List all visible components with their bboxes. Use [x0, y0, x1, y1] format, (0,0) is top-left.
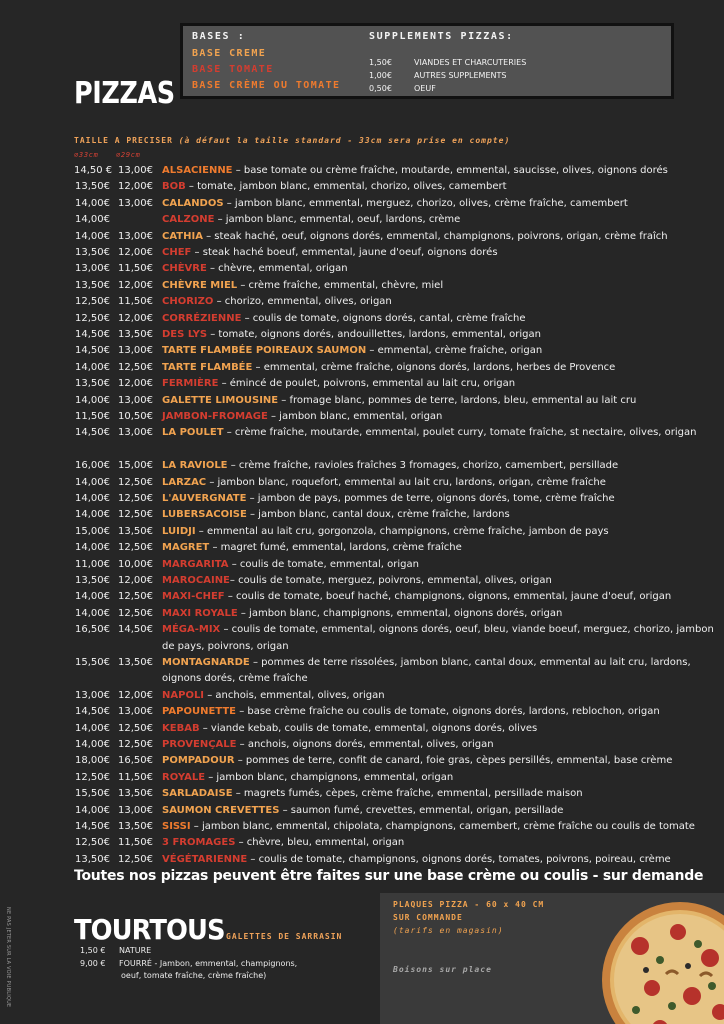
pizza-ingredients: – jambon blanc, roquefort, emmental au lait cru, lardons, origan, crème fraîche	[206, 476, 606, 488]
bases-title: BASES :	[192, 31, 246, 42]
pizza-name: SAUMON CREVETTES	[162, 804, 280, 816]
price-29cm: 12,00€	[118, 575, 153, 586]
pizza-name: SISSI	[162, 821, 191, 832]
pizza-name: LA POULET	[162, 427, 224, 439]
supplement-row	[369, 71, 506, 80]
tourtous-label: NATURE	[119, 946, 152, 955]
price-33cm: 12,50€	[75, 837, 110, 849]
base-creme-label: BASE CREME	[192, 48, 267, 59]
price-29cm: 13,00€	[118, 394, 153, 406]
tourtous-title: TOURTOUS	[74, 913, 225, 946]
price-33cm: 14,00€	[75, 722, 110, 734]
pizza-description	[162, 557, 718, 573]
plaques-pizza-panel	[380, 893, 724, 1024]
pizza-name: SARLADAISE	[162, 788, 233, 800]
price-33cm: 12,50€	[75, 312, 110, 324]
pizza-description	[162, 688, 718, 704]
pizza-name: PROVENÇALE	[162, 739, 237, 750]
pizza-name: MAGRET	[162, 542, 210, 554]
pizza-ingredients: – fromage blanc, pommes de terre, lardons, bleu, emmental au lait cru	[278, 394, 637, 406]
price-29cm: 12,50€	[118, 853, 153, 865]
price-29cm: 12,00€	[118, 279, 153, 291]
price-33cm: 15,50€	[75, 788, 110, 800]
pizza-name: POMPADOUR	[162, 755, 235, 767]
pizza-name: L'AUVERGNATE	[162, 493, 247, 504]
size-note	[74, 136, 510, 145]
price-33cm: 14,00€	[75, 214, 110, 226]
price-33cm: 13,50€	[75, 279, 110, 291]
side-note: NE PAS JETER SUR LA VOIE PUBLIQUE	[5, 907, 11, 1008]
supplement-price: 0,50€	[369, 84, 392, 93]
pizza-name: GALETTE LIMOUSINE	[162, 394, 279, 406]
pizza-name: LARZAC	[162, 476, 207, 488]
bases-supplements-box	[180, 23, 674, 99]
pizza-name: 3 FROMAGES	[162, 837, 236, 849]
price-29cm: 12,50€	[118, 722, 153, 734]
pizza-name: CHEF	[162, 247, 192, 258]
pizza-description	[162, 655, 718, 688]
price-29cm: 12,50€	[118, 361, 153, 373]
base-tomate-label: BASE TOMATE	[192, 64, 274, 75]
price-33cm: 15,00€	[75, 525, 110, 537]
plaques-note: (tarifs en magasin)	[393, 926, 504, 935]
pizza-description	[162, 852, 718, 868]
price-33cm: 14,00€	[75, 361, 110, 373]
pizza-name: TARTE FLAMBÉE POIREAUX SAUMON	[162, 345, 367, 357]
price-33cm: 14,00€	[75, 394, 110, 406]
pizza-name: LUBERSACOISE	[162, 509, 247, 521]
price-33cm: 13,00€	[75, 263, 110, 275]
pizza-name: CATHIA	[162, 230, 203, 242]
pizza-ingredients: – coulis de tomate, merguez, poivrons, emmental, olives, origan	[229, 575, 552, 586]
pizza-description	[162, 261, 718, 277]
pizza-ingredients: – jambon blanc, emmental, chipolata, champignons, camembert, crème fraîche ou coulis de tomate	[190, 821, 695, 832]
tourtous-subtitle: GALETTES DE SARRASIN	[226, 932, 343, 941]
size-29cm-header: ⌀29cm	[116, 151, 141, 159]
pizza-description	[162, 163, 718, 179]
pizza-name: MAROCAINE	[162, 575, 230, 586]
price-33cm: 16,00€	[75, 460, 110, 472]
pizza-ingredients: – jambon blanc, champignons, emmental, origan	[205, 771, 454, 783]
pizza-description	[162, 721, 718, 737]
price-29cm: 11,50€	[118, 837, 153, 849]
pizza-name: CHORIZO	[162, 296, 214, 308]
price-29cm: 13,50€	[118, 525, 153, 537]
pizza-description	[162, 819, 718, 835]
pizza-description	[162, 229, 718, 245]
pizza-description	[162, 393, 718, 409]
price-29cm: 12,00€	[118, 378, 153, 390]
price-29cm: 12,00€	[118, 689, 153, 701]
pizza-description	[162, 343, 718, 359]
price-29cm: 14,50€	[118, 624, 153, 636]
price-33cm: 14,00€	[75, 591, 110, 603]
price-33cm: 13,50€	[75, 378, 110, 390]
pizza-name: TARTE FLAMBÉE	[162, 361, 253, 373]
price-29cm: 12,50€	[118, 591, 153, 603]
supplement-price: 1,00€	[369, 71, 392, 80]
pizza-description	[162, 278, 718, 294]
price-29cm: 15,00€	[118, 460, 153, 472]
pizza-description	[162, 311, 718, 327]
price-33cm: 14,00€	[75, 230, 110, 242]
price-33cm: 11,50€	[75, 411, 110, 422]
pizza-ingredients: – magret fumé, emmental, lardons, crème fraîche	[209, 542, 462, 554]
price-29cm: 13,50€	[118, 329, 153, 340]
pizza-name: JAMBON-FROMAGE	[162, 411, 268, 422]
pizza-name: MÉGA-MIX	[162, 624, 221, 636]
pizza-ingredients: – pommes de terre, confit de canard, foie gras, cèpes persillés, emmental, base crème	[234, 755, 673, 767]
price-33cm: 14,00€	[75, 509, 110, 521]
price-33cm: 14,00€	[75, 739, 110, 750]
pizza-description	[162, 803, 718, 819]
pizza-name: PAPOUNETTE	[162, 706, 237, 718]
price-33cm: 13,00€	[75, 689, 110, 701]
price-29cm: 12,50€	[118, 476, 153, 488]
price-33cm: 12,50€	[75, 771, 110, 783]
price-29cm: 12,00€	[118, 181, 153, 193]
supplement-price: 1,50€	[369, 58, 392, 67]
price-33cm: 14,00€	[75, 493, 110, 504]
pizza-ingredients: – coulis de tomate, oignons dorés, cantal, crème fraîche	[241, 312, 526, 324]
pizza-description	[162, 179, 718, 195]
tourtous-price: 9,00 €	[80, 959, 106, 968]
size-headers	[74, 151, 158, 159]
size-note-detail: (à défaut la taille standard - 33cm sera prise en compte)	[178, 136, 511, 145]
pizza-ingredients: – chèvre, emmental, origan	[206, 263, 348, 275]
price-33cm: 13,50€	[75, 247, 110, 258]
price-29cm: 10,00€	[118, 558, 153, 570]
tourtous-label: FOURRÉ - Jambon, emmental, champignons,	[119, 959, 298, 968]
pizza-name: CHÈVRE MIEL	[162, 279, 238, 291]
pizza-name: MAXI-CHEF	[162, 591, 225, 603]
pizza-ingredients: – émincé de poulet, poivrons, emmental au lait cru, origan	[218, 378, 516, 390]
price-29cm: 12,50€	[118, 607, 153, 619]
pizza-ingredients: – pommes de terre rissolées, jambon blanc, cantal doux, emmental au lait cru, lardons, oignons dorés, crème fraîche	[162, 657, 691, 685]
pizza-name: NAPOLI	[162, 689, 205, 701]
pizza-description	[162, 294, 718, 310]
price-29cm: 12,50€	[118, 542, 153, 554]
price-33cm: 14,50€	[75, 706, 110, 718]
pizza-ingredients: – jambon blanc, champignons, emmental, oignons dorés, origan	[237, 607, 563, 619]
pizza-name: CALANDOS	[162, 197, 224, 209]
supplement-label: VIANDES ET CHARCUTERIES	[414, 58, 527, 67]
pizza-ingredients: – coulis de tomate, emmental, origan	[228, 558, 419, 570]
price-29cm: 13,00€	[118, 427, 153, 439]
pizza-ingredients: – steak haché, oeuf, oignons dorés, emmental, champignons, poivrons, origan, crème fraîch	[202, 230, 668, 242]
supplement-label: AUTRES SUPPLEMENTS	[414, 71, 507, 80]
pizza-ingredients: – crème fraîche, emmental, chèvre, miel	[237, 279, 444, 291]
pizzas-title: PIZZAS	[74, 76, 175, 111]
pizza-description	[162, 376, 718, 392]
pizza-name: LUIDJI	[162, 525, 196, 537]
pizza-name: LA RAVIOLE	[162, 460, 228, 472]
pizza-ingredients: – crème fraîche, ravioles fraîches 3 fromages, chorizo, camembert, persillade	[227, 460, 619, 472]
pizza-ingredients: – viande kebab, coulis de tomate, emmental, oignons dorés, olives	[199, 722, 538, 734]
pizza-ingredients: – tomate, jambon blanc, emmental, chorizo, olives, camembert	[185, 181, 507, 193]
pizza-name: MAXI ROYALE	[162, 607, 238, 619]
supplement-row	[369, 84, 436, 93]
price-33cm: 15,50€	[75, 657, 110, 668]
pizza-ingredients: – emmental, crème fraîche, origan	[366, 345, 543, 357]
pizza-name: CALZONE	[162, 214, 215, 226]
pizza-description	[162, 425, 718, 441]
pizza-description	[162, 196, 718, 212]
price-29cm: 12,50€	[118, 739, 153, 750]
price-33cm: 12,50€	[75, 296, 110, 308]
price-29cm: 13,00€	[118, 230, 153, 242]
pizza-ingredients: – coulis de tomate, emmental, oignons dorés, oeuf, bleu, viande boeuf, merguez, chorizo, jambon de pays, poivrons, origan	[162, 624, 714, 652]
pizza-ingredients: – coulis de tomate, champignons, oignons dorés, tomates, poivrons, poireau, crème	[247, 853, 671, 865]
pizza-description	[162, 753, 718, 769]
pizza-description	[162, 540, 718, 556]
pizza-description	[162, 360, 718, 376]
pizza-ingredients: – jambon blanc, emmental, origan	[267, 411, 443, 422]
pizza-description	[162, 770, 718, 786]
pizza-ingredients: – saumon fumé, crevettes, emmental, origan, persillade	[279, 804, 564, 816]
price-29cm: 13,00€	[118, 804, 153, 816]
price-33cm: 14,50€	[75, 329, 110, 340]
price-33cm: 13,50€	[75, 853, 110, 865]
price-29cm: 13,00€	[118, 706, 153, 718]
pizza-ingredients: – anchois, oignons dorés, emmental, olives, origan	[236, 739, 494, 750]
pizza-ingredients: – emmental, crème fraîche, oignons dorés, lardons, herbes de Provence	[252, 361, 616, 373]
pizza-name: MONTAGNARDE	[162, 657, 250, 668]
size-note-prefix: TAILLE A PRECISER	[74, 136, 173, 145]
pizza-ingredients: – jambon blanc, emmental, merguez, chorizo, olives, crème fraîche, camembert	[223, 197, 628, 209]
price-33cm: 14,00€	[75, 476, 110, 488]
pizza-description	[162, 704, 718, 720]
base-mixte-label: BASE CRÈME OU TOMATE	[192, 80, 341, 91]
pizza-ingredients: – base crème fraîche ou coulis de tomate, oignons dorés, lardons, reblochon, origan	[236, 706, 660, 718]
pizza-description	[162, 835, 718, 851]
pizza-description	[162, 491, 718, 507]
price-33cm: 16,50€	[75, 624, 110, 636]
pizza-name: VÉGÉTARIENNE	[162, 853, 248, 865]
price-29cm: 11,50€	[118, 771, 153, 783]
pizza-description	[162, 507, 718, 523]
size-33cm-header: ⌀33cm	[74, 151, 99, 159]
price-29cm: 12,50€	[118, 509, 153, 521]
pizza-name: MARGARITA	[162, 558, 229, 570]
pizza-name: FERMIÈRE	[162, 378, 219, 390]
pizza-ingredients: – steak haché boeuf, emmental, jaune d'oeuf, oignons dorés	[191, 247, 498, 258]
pizza-ingredients: – jambon blanc, emmental, oeuf, lardons, crème	[214, 214, 461, 226]
price-29cm: 13,50€	[118, 788, 153, 800]
price-29cm: 13,50€	[118, 657, 153, 668]
price-33cm: 13,50€	[75, 575, 110, 586]
price-33cm: 18,00€	[75, 755, 110, 767]
price-33cm: 14,50€	[75, 345, 110, 357]
plaques-title: PLAQUES PIZZA - 60 x 40 CM	[393, 900, 545, 909]
pizza-name: ALSACIENNE	[162, 165, 233, 176]
tourtous-price: 1,50 €	[80, 946, 106, 955]
price-33cm: 14,00€	[75, 542, 110, 554]
tourtous-label-continuation: oeuf, tomate fraîche, crème fraîche)	[121, 971, 267, 980]
pizza-description	[162, 606, 718, 622]
pizza-name: KEBAB	[162, 722, 200, 734]
price-33cm: 14,00€	[75, 804, 110, 816]
pizza-description	[162, 475, 718, 491]
pizza-description	[162, 458, 718, 474]
pizza-ingredients: – emmental au lait cru, gorgonzola, champignons, crème fraîche, jambon de pays	[195, 525, 609, 537]
pizza-description	[162, 589, 718, 605]
pizza-ingredients: – magrets fumés, cèpes, crème fraîche, emmental, persillade maison	[232, 788, 583, 800]
price-29cm: 13,50€	[118, 821, 153, 832]
pizza-description	[162, 327, 718, 343]
pizza-ingredients: – coulis de tomate, boeuf haché, champignons, oignons, emmental, jaune d'oeuf, origan	[224, 591, 672, 603]
pizza-ingredients: – crème fraîche, moutarde, emmental, poulet curry, tomate fraîche, st nectaire, olives, origan	[223, 427, 697, 439]
price-29cm: 11,50€	[118, 296, 153, 308]
pizza-description	[162, 409, 718, 425]
price-29cm: 13,00€	[118, 345, 153, 357]
promo-banner: Toutes nos pizzas peuvent être faites sur une base crème ou coulis - sur demande	[74, 868, 704, 884]
pizza-ingredients: – chorizo, emmental, olives, origan	[213, 296, 392, 308]
price-29cm: 16,50€	[118, 755, 153, 767]
pizza-photo-image	[600, 900, 724, 1024]
supplement-label: OEUF	[414, 84, 436, 93]
price-33cm: 14,50€	[75, 821, 110, 832]
price-33cm: 14,50 €	[74, 165, 113, 176]
supplements-title: SUPPLEMENTS PIZZAS:	[369, 31, 514, 42]
pizza-ingredients: – chèvre, bleu, emmental, origan	[235, 837, 405, 849]
price-33cm: 14,00€	[75, 197, 110, 209]
pizza-ingredients: – jambon de pays, pommes de terre, oignons dorés, tome, crème fraîche	[246, 493, 615, 504]
pizza-description	[162, 245, 718, 261]
pizza-ingredients: – anchois, emmental, olives, origan	[204, 689, 385, 701]
price-33cm: 13,50€	[75, 181, 110, 193]
pizza-description	[162, 786, 718, 802]
price-29cm: 12,00€	[118, 247, 153, 258]
pizza-name: BOB	[162, 181, 186, 193]
price-33cm: 14,00€	[75, 607, 110, 619]
price-29cm: 12,50€	[118, 493, 153, 504]
pizza-description	[162, 737, 718, 753]
pizza-ingredients: – tomate, oignons dorés, andouillettes, lardons, emmental, origan	[207, 329, 541, 340]
pizza-name: DES LYS	[162, 329, 208, 340]
plaques-subtitle: SUR COMMANDE	[393, 913, 463, 922]
pizza-ingredients: – base tomate ou crème fraîche, moutarde, emmental, saucisse, olives, oignons dorés	[232, 165, 668, 176]
pizza-name: CORRÉZIENNE	[162, 312, 242, 324]
price-33cm: 14,50€	[75, 427, 110, 439]
price-33cm: 11,00€	[75, 558, 110, 570]
price-29cm: 13,00€	[118, 165, 153, 176]
price-29cm: 11,50€	[118, 263, 153, 275]
pizza-description	[162, 622, 718, 655]
supplement-row	[369, 58, 526, 67]
price-29cm: 12,00€	[118, 312, 153, 324]
pizza-description	[162, 573, 718, 589]
pizza-description	[162, 212, 718, 228]
price-29cm: 10,50€	[118, 411, 153, 422]
pizza-name: CHÈVRE	[162, 263, 207, 275]
pizza-description	[162, 524, 718, 540]
pizza-name: ROYALE	[162, 771, 206, 783]
pizza-ingredients: – jambon blanc, cantal doux, crème fraîche, lardons	[246, 509, 510, 521]
drinks-note: Boisons sur place	[393, 965, 492, 974]
price-29cm: 13,00€	[118, 197, 153, 209]
